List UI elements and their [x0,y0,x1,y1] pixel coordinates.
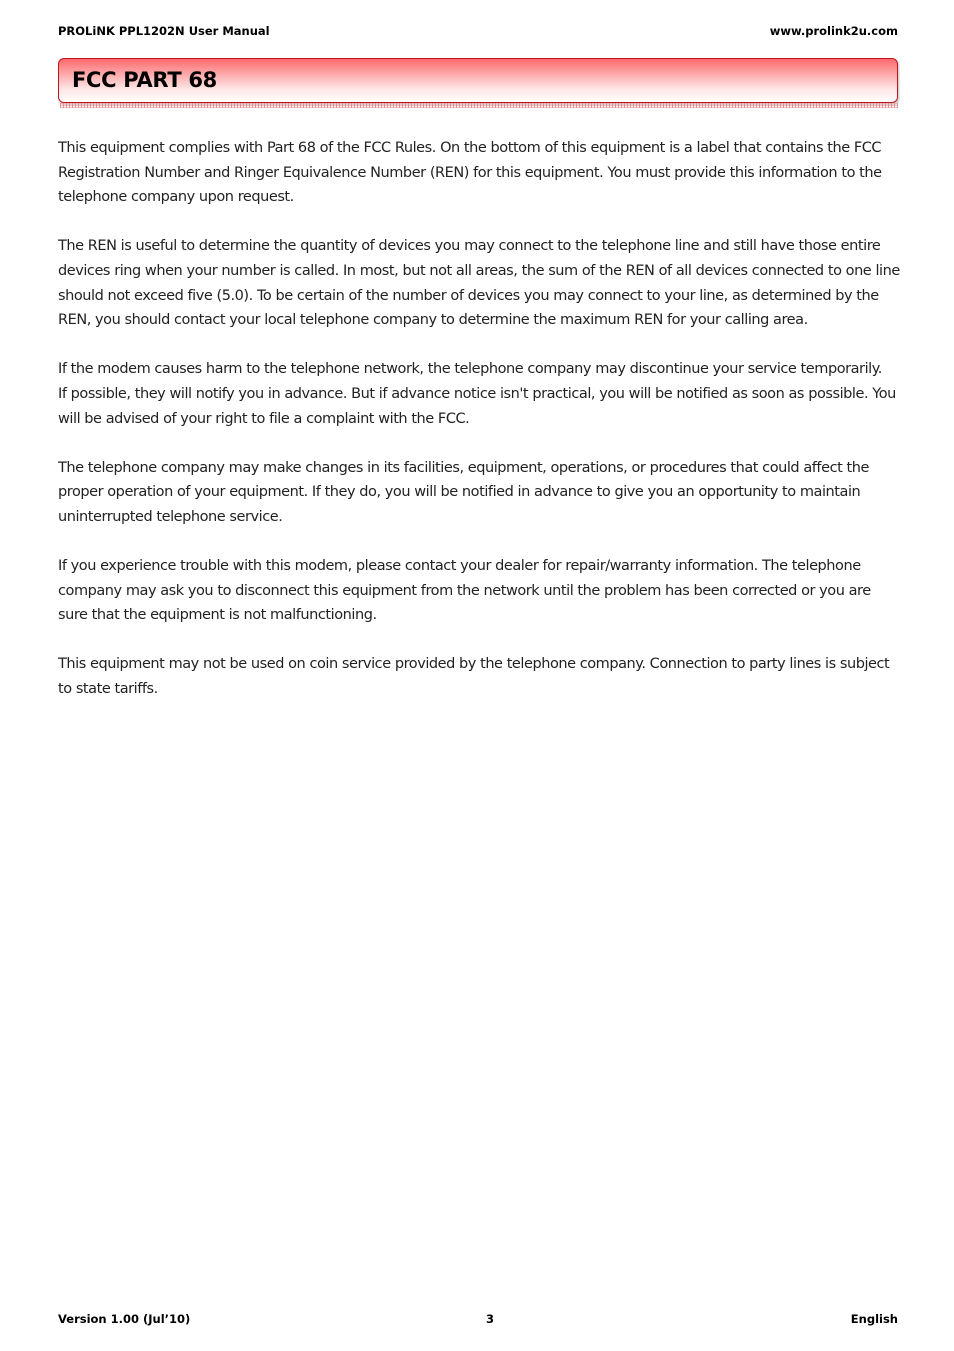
footer-version: Version 1.00 (Jul’10) [58,1312,191,1326]
paragraph-network-harm [58,357,902,431]
paragraph-coin-service: This equipment may not be used on coin service provided by the telephone company. Connection to party lines is subject to state tariffs. [58,656,890,698]
header-document-title: PROLiNK PPL1202N User Manual [58,24,270,38]
paragraph-ren-explanation: The REN is useful to determine the quantity of devices you may connect to the telephone line and still have those entire devices ring when your number is called. In most, but not all areas, the sum of the REN of all devices connected to one line should not exceed five (5.0). To be certain of the number of devices you may connect to your line, as determined by the REN, you should contact your local telephone company to determine the maximum REN for your calling area. [58,238,900,329]
paragraph-network-harm-line-2: If possible, they will notify you in advance. But if advance notice isn't practical, you will be notified as soon as possible. You will be advised of your right to file a complaint with the FCC. [58,385,896,427]
paragraph-network-harm-line-1: If the modem causes harm to the telephone network, the telephone company may discontinue your service temporarily. [58,361,882,378]
paragraph-fcc-compliance: This equipment complies with Part 68 of the FCC Rules. On the bottom of this equipment is a label that contains the FCC Registration Number and Ringer Equivalence Number (REN) for this equipment. You must provide this information to the telephone company upon request. [58,140,882,206]
footer-language: English [850,1312,898,1326]
paragraph-facility-changes: The telephone company may make changes in its facilities, equipment, operations, or procedures that could affect the proper operation of your equipment. If they do, you will be notified in advance to give you an opportunity to maintain uninterrupted telephone service. [58,459,869,525]
section-heading-banner [58,58,898,103]
banner-decorative-strip [60,103,898,108]
section-title: FCC PART 68 [72,68,217,92]
document-body [58,136,902,726]
header-website-link[interactable]: www.prolink2u.com [769,24,898,38]
paragraph-trouble-contact: If you experience trouble with this modem, please contact your dealer for repair/warranty information. The telephone company may ask you to disconnect this equipment from the network until the problem has been corrected or you are sure that the equipment is not malfunctioning. [58,558,871,624]
footer-page-number: 3 [486,1312,495,1326]
